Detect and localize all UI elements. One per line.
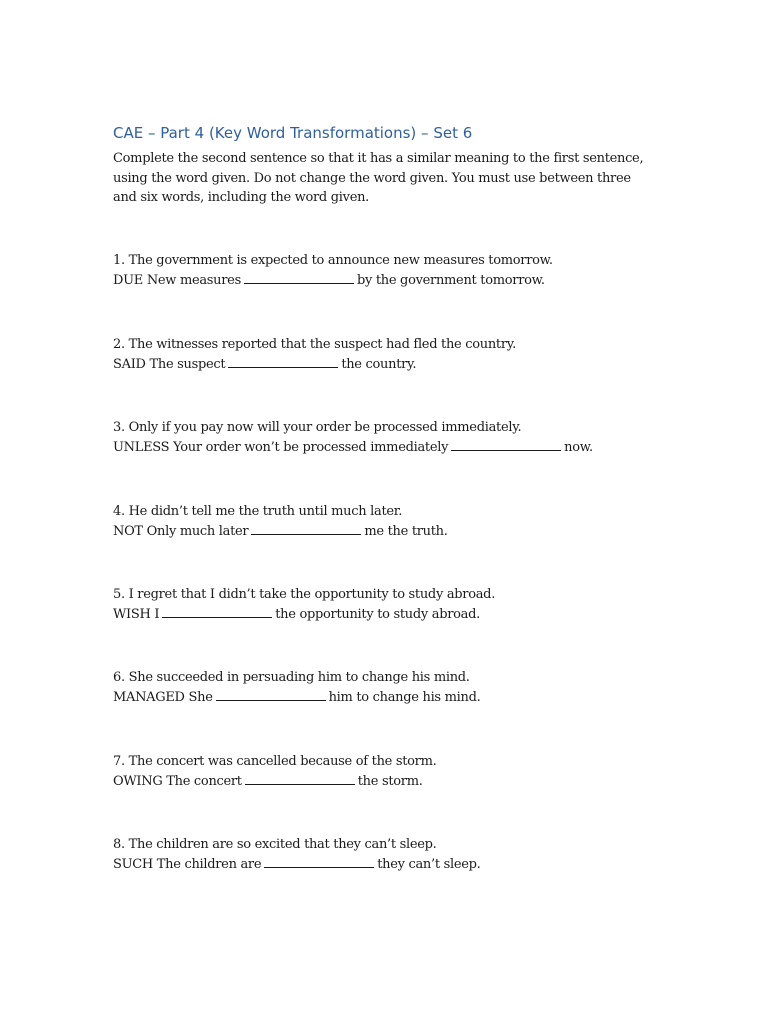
sentence-start: Only much later — [146, 523, 249, 539]
sentence-start: The concert — [166, 773, 242, 789]
sentence-start: She — [188, 689, 213, 705]
exercise-item-5 — [113, 585, 673, 624]
instructions: Complete the second sentence so that it has a similar meaning to the first sentence, using the word given. Do not change the word given. You must use between three and six words, including the word given. — [113, 151, 644, 205]
original-sentence: 2. The witnesses reported that the suspect had fled the country. — [113, 337, 516, 352]
sentence-start: Your order won’t be processed immediately — [173, 439, 449, 455]
sentence-end: the storm. — [357, 773, 423, 789]
sentence-end: him to change his mind. — [328, 689, 481, 705]
transformation-line — [113, 355, 673, 375]
key-word: DUE — [113, 272, 143, 288]
transformation-line — [113, 522, 673, 542]
exercise-item-4 — [113, 502, 673, 541]
sentence-end: they can’t sleep. — [377, 856, 481, 872]
page-title: CAE – Part 4 (Key Word Transformations) – Set 6 — [113, 124, 473, 142]
answer-blank[interactable] — [451, 438, 561, 451]
answer-blank[interactable] — [216, 688, 326, 701]
sentence-end: now. — [564, 439, 593, 455]
original-sentence: 7. The concert was cancelled because of the storm. — [113, 754, 437, 769]
original-sentence: 4. He didn’t tell me the truth until much later. — [113, 504, 403, 519]
exercise-item-8 — [113, 835, 673, 874]
exercise-item-7 — [113, 752, 673, 791]
original-sentence: 3. Only if you pay now will your order be processed immediately. — [113, 420, 522, 435]
sentence-end: the opportunity to study abroad. — [275, 606, 480, 622]
original-sentence: 5. I regret that I didn’t take the opportunity to study abroad. — [113, 587, 496, 602]
transformation-line — [113, 855, 673, 875]
sentence-end: the country. — [341, 356, 417, 372]
answer-blank[interactable] — [251, 522, 361, 535]
sentence-start: I — [154, 606, 160, 622]
exercise-item-6 — [113, 668, 673, 707]
key-word: UNLESS — [113, 439, 170, 455]
sentence-start: New measures — [146, 272, 241, 288]
answer-blank[interactable] — [162, 605, 272, 618]
transformation-line — [113, 688, 673, 708]
key-word: MANAGED — [113, 689, 185, 705]
transformation-line — [113, 605, 673, 625]
exercise-item-3 — [113, 418, 673, 457]
key-word: NOT — [113, 523, 143, 539]
transformation-line — [113, 772, 673, 792]
answer-blank[interactable] — [264, 855, 374, 868]
answer-blank[interactable] — [244, 271, 354, 284]
original-sentence: 1. The government is expected to announce new measures tomorrow. — [113, 253, 553, 268]
sentence-end: by the government tomorrow. — [356, 272, 545, 288]
key-word: WISH — [113, 606, 151, 622]
sentence-end: me the truth. — [364, 523, 448, 539]
transformation-line — [113, 438, 673, 458]
key-word: SUCH — [113, 856, 153, 872]
original-sentence: 8. The children are so excited that they can’t sleep. — [113, 837, 437, 852]
key-word: OWING — [113, 773, 163, 789]
sentence-start: The suspect — [149, 356, 226, 372]
exercise-item-1 — [113, 251, 673, 290]
sentence-start: The children are — [156, 856, 262, 872]
key-word: SAID — [113, 356, 146, 372]
answer-blank[interactable] — [245, 772, 355, 785]
transformation-line — [113, 271, 673, 291]
exercise-item-2 — [113, 335, 673, 374]
original-sentence: 6. She succeeded in persuading him to change his mind. — [113, 670, 470, 685]
answer-blank[interactable] — [228, 355, 338, 368]
